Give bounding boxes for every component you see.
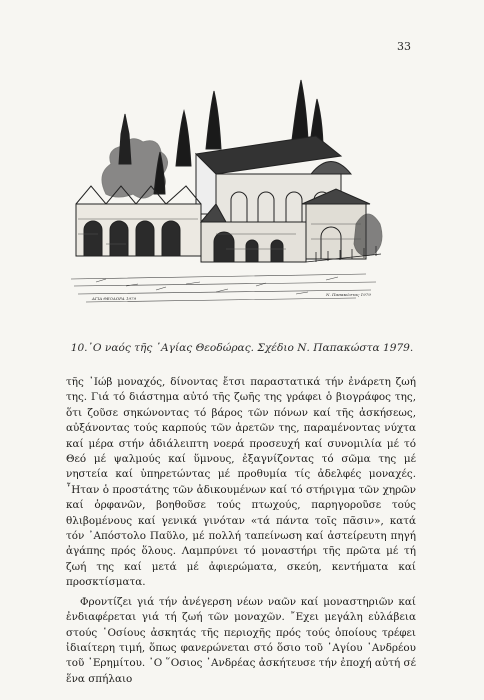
sketch-signature-left: ΑΓΙΑ ΘΕΟΔΩΡΑ 1979: [92, 296, 137, 301]
sketch-signature-right: Ν. Παπακώστας 1979: [326, 292, 371, 297]
body-text: [66, 375, 416, 687]
paragraph: Φροντίζει γιά τήν ἀνέγερση νέων ναῶν καί μοναστηριῶν καί ἐνδιαφέρεται γιά τή ζωή τῶν μοναχῶν. ῎Εχει μεγάλη εὐλάβεια στούς ῾Οσίους ἀσκητάς τῆς περιοχῆς πρός τούς ὁποίους τρέφει ἰδιαίτερη τιμή, ὅπως φανερώνεται στό ὅσιο τοῦ ῾Αγίου ᾿Ανδρέου τοῦ ᾿Ερημίτου. ᾿Ο ῞Οσιος ᾿Ανδρέας ἀσκήτευσε τήν ἐποχή αὐτή σέ ἕνα σπήλαιο: [66, 595, 416, 685]
church-sketch: [66, 74, 386, 310]
paragraph: τῆς ᾿Ιώβ μοναχός, δίνοντας ἔτσι παραστατικά τήν ἐνάρετη ζωή της. Γιά τό διάστημα αὐτό τῆς ζωῆς της γράφει ὁ βιογράφος της, ὅτι ζοῦσε σηκώνοντας τό βάρος τῶν πόνων καί τῆς ἀσκήσεως, αὐξάνοντας τούς καρπούς τῶν ἀρετῶν της, παραμένοντας νύχτα καί μέρα στήν ἀδιάλειπτη νοερά προσευχή καί συνομιλία μέ τό Θεό μέ ψαλμούς καί ὕμνους, ἐξαγνίζοντας τό σῶμα της μέ νηστεία καί ὑπηρετώντας μέ προθυμία τίς ἀδελφές μοναχές. ῏Ηταν ὁ προστάτης τῶν ἀδικουμένων καί τό στήριγμα τῶν χηρῶν καί ὀρφανῶν, βοηθοῦσε τούς πτωχούς, παρηγοροῦσε τούς θλιβομένους καί γενικά γινόταν «τά πάντα τοῖς πᾶσιν», κατά τόν ᾿Απόστολο Παῦλο, μέ πολλή ταπείνωση καί ἀστείρευτη πηγή ἀγάπης πρός ὅλους. Λαμπρύνει τό μοναστήρι τῆς πρῶτα μέ τή ζωή της καί μετά μέ ἀφιερώματα, σκεύη, κεντήματα καί προσκτίσματα.: [66, 376, 416, 589]
page-number: 33: [397, 40, 411, 53]
figure-caption: 10.᾿Ο ναός τῆς ῾Αγίας Θεοδώρας. Σχέδιο Ν. Παπακώστα 1979.: [70, 342, 414, 354]
